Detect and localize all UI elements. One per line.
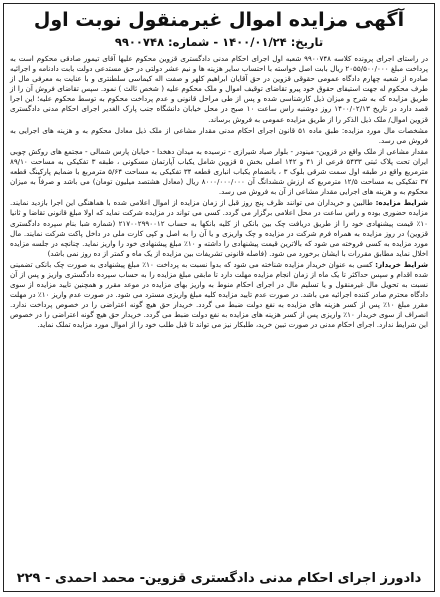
auction-terms-text: طالبین و خریداران می توانند ظرف پنج روز قبل از زمان مزایده از اموال اعلامی شده با هماهنگی این اجرا بازدید نمایند. مزایده حضوری بوده و راس ساعت در محل اعلامی برگزار می گردد. کسی می تواند در مزایده شرکت نماید که اولا مبلغ قانونی تقاضا و ثانیا ۱۰٪ قیمت پیشنهادی خود را از طریق دریافت چک بین بانکی از کلیه بانکها به حساب ۲۱۷۰۰۲۹۹۰۰۱۲ (شماره شبا بنام سپرده دادگستری قزوین) در روز مزایده به همراه فرم شرکت در مزایده و چک واریزی و یا آن را به اصل و کپی کارت ملی در داخل پاکت شرکت نمایند. مال مورد مزایده به کسی فروخته می شود که بالاترین قیمت پیشنهادی را داشته و ۱۰٪ مبلغ پیشنهادی خود را واریز نماید. چنانچه در جلسه مزایده اخلال نماید مطابق مقررات با ایشان برخورد می شود. (فاصله قانونی تشریفات بین مزایده از یک ماه و کمتر از ده روز نمی باشد)	[10, 198, 428, 258]
buyer-terms-label: شرایط خریدار:	[375, 259, 428, 269]
notice-body	[10, 54, 428, 331]
buyer-terms-text: کسی به عنوان خریدار مزایده شناخته می شود که بدوا نسبت به پرداخت ۱۰٪ مبلغ پیشنهادی به صورت چک بانکی تضمینی شده اقدام و سپس حداکثر تا یک ماه از زمان انجام مزایده مهلت دارد تا مابقی مبلغ مزایده را به حساب سپرده دادگستری واریز و پس از آن نسبت به تحویل مال غیرمنقول و یا تسلیم مال در اجرای احکام منوط به واریز بهای مزایده در موعد مقرر و همچنین تایید مزایده از سوی دادگاه محترم صادر کننده اجرائیه می باشد. در صورت عدم تایید مزایده کلیه مبلغ واریزی مسترد می شود. در صورت عدم واریز ۱۰٪ در مهلت مقرر مبلغ ۱۰٪ پس از کسر هزینه های مزایده به نفع دولت ضبط می گردد. خریدار حق هیچ گونه اعتراضی را در خصوص پرداخت ندارد. انصراف از سوی خریدار ۱۰٪ واریزی پس از کسر هزینه های مزایده به نفع دولت ضبط می گردد. خریدار حق هیچ گونه اعتراضی را در خصوص این شرایط ندارد. اجرای احکام مدنی در صورت تبین خرید، طلبکار نیز می تواند تا قبل طلب خود را از اموال مورد مزایده تملک نماید.	[10, 259, 429, 330]
notice-signature: دادورز اجرای احکام مدنی دادگستری قزوین- محمد احمدی - ۲۲۹	[16, 571, 422, 586]
paragraph-intro: در راستای اجرای پرونده کلاسه ۹۹۰۰۷۴۸ شعبه اول اجرای احکام مدنی دادگستری قزوین محکوم علیها آقای تیمور صادقی محکوم است به پرداخت مبلغ ۲۰۵۵/۵۰۰/۰۰۰ ریال بابت اصل خواسته با احتساب سایر هزینه ها و نیم عشر دولتی در حق مستدعی دولت بابت دادنامه و اجرائیه صادره از شعبه چهارم دادگاه عمومی حقوقی قزوین در حق آقایان ابراهیم کلهر و صفت اله کیماسی سلطنتری و با عنایت به معرفی مال از طرف محکوم له جهت استیفای حقوق خود پیرو تقاضای توقیف اموال و ملک محکوم علیه ( شخص ثالث ) نمود. سپس تقاضای فروش آن را از طریق مزایده که به شرح و میزان ذیل کارشناسی شده و پس از طی مراحل قانونی و عدم پرداخت محکوم به توسط محکوم علیه؛ این اجرا قصد دارد در تاریخ ۱۴۰۰/۰۲/۱۳ روز دوشنبه راس ساعت ۱۰ صبح در محل خیابان دانشگاه جنب پارک الغدیر اجرای احکام مدنی دادگستری قزوین اموال/ ملک ذیل الذکر را از طریق مزایده عمومی به فروش برساند.	[10, 54, 429, 124]
paragraph-property-spec: مشخصات مال مورد مزایده: طبق ماده ۵۱ قانون اجرای احکام مدنی مقدار مشاعی از ملک ذیل معادل محکوم به و هزینه های اجرایی به فروش می رسد.	[10, 125, 428, 145]
notice-title: آگهی مزایده اموال غیرمنقول نوبت اول	[33, 9, 405, 31]
auction-terms-label: شرایط مزایده:	[375, 198, 429, 208]
notice-frame	[3, 3, 435, 592]
notice-date-line: تاریخ: ۱۴۰۰/۰۱/۲۴ - شماره: ۹۹۰۰۷۴۸	[114, 35, 324, 49]
paragraph-buyer-terms	[10, 260, 428, 331]
paragraph-property-detail: مقدار مشاعی از ملک واقع در قزوین- مینودر - بلوار صیاد شیرازی - نرسیده به میدان دهخدا - خیابان پارس شمالی - مجتمع های روکش چوبی ایران تحت پلاک ثبتی ۵۴۳۳ فرعی از ۴۱ و ۱۴۲ اصلی بخش ۵ قزوین شامل یکباب آپارتمان مسکونی ، طبقه ۳ تفکیکی به مساحت ۸۹/۱۰ مترمربع واقع در طبقه اول سمت شرقی بلوک ۳ ، بانضمام یکباب انباری قطعه ۳۴ تفکیکی به مساحت ۵/۶۴ مترمربع با ضمایم پارکینگ قطعه ۳۷ تفکیکی به مساحت ۱۲/۵ مترمربع که ارزش ششدانگ آن ۸۰۰۰/۰۰۰/۰۰۰ ریال (معادل هشتصد میلیون تومان) می باشد و صرفاً به میزان محکوم به و هزینه های اجرایی مقدار مشاعی از آن به فروش می رسد.	[10, 146, 428, 197]
paragraph-auction-terms	[10, 198, 428, 259]
